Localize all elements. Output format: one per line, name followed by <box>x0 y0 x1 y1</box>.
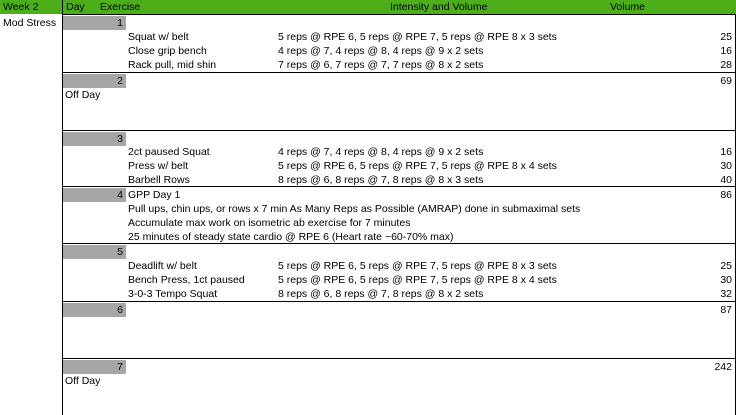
exercise-cell[interactable]: Close grip bench <box>128 45 207 57</box>
intensity-cell[interactable]: 4 reps @ 7, 4 reps @ 8, 4 reps @ 9 x 2 sets <box>278 45 484 57</box>
volume-cell[interactable]: 40 <box>720 174 732 186</box>
header-intensity-label: Intensity and Volume <box>390 1 488 13</box>
day-number: 4 <box>117 189 123 201</box>
volume-cell[interactable]: 32 <box>720 288 732 300</box>
gpp-title[interactable]: GPP Day 1 <box>128 189 181 201</box>
exercise-cell[interactable]: Squat w/ belt <box>128 31 189 43</box>
intensity-cell[interactable]: 5 reps @ RPE 6, 5 reps @ RPE 7, 5 reps @ RPE 8 x 4 sets <box>278 274 557 286</box>
header-volume-label: Volume <box>610 1 646 13</box>
header-week-cell[interactable] <box>0 0 62 14</box>
block-label[interactable]: Mod Stress <box>3 17 57 29</box>
header-exercise-label: Exercise <box>100 1 141 13</box>
off-day-note[interactable]: Off Day <box>65 375 101 387</box>
day-divider <box>62 72 736 73</box>
top-border <box>62 14 736 15</box>
gpp-line[interactable]: 25 minutes of steady state cardio @ RPE 6 (Heart rate ~60-70% max) <box>128 231 454 243</box>
day-number: 6 <box>117 304 123 316</box>
off-day-note[interactable]: Off Day <box>65 89 101 101</box>
day-divider <box>62 301 736 302</box>
volume-cell[interactable]: 30 <box>720 160 732 172</box>
intensity-cell[interactable]: 4 reps @ 7, 4 reps @ 8, 4 reps @ 9 x 2 sets <box>278 146 484 158</box>
exercise-cell[interactable]: Deadlift w/ belt <box>128 260 197 272</box>
day-total-volume[interactable]: 69 <box>720 75 732 87</box>
header-columns-bar[interactable] <box>63 0 736 14</box>
exercise-cell[interactable]: Bench Press, 1ct paused <box>128 274 245 286</box>
volume-cell[interactable]: 16 <box>720 146 732 158</box>
volume-cell[interactable]: 30 <box>720 274 732 286</box>
gpp-line[interactable]: Accumulate max work on isometric ab exercise for 7 minutes <box>128 217 411 229</box>
exercise-cell[interactable]: Press w/ belt <box>128 160 189 172</box>
gpp-line[interactable]: Pull ups, chin ups, or rows x 7 min As Many Reps as Possible (AMRAP) done in submaximal sets <box>128 203 581 215</box>
day-number: 1 <box>117 17 123 29</box>
volume-cell[interactable]: 25 <box>720 31 732 43</box>
day-total-volume[interactable]: 242 <box>714 361 732 373</box>
day-number: 7 <box>117 361 123 373</box>
intensity-cell[interactable]: 8 reps @ 6, 8 reps @ 7, 8 reps @ 8 x 3 sets <box>278 174 484 186</box>
intensity-cell[interactable]: 7 reps @ 6, 7 reps @ 7, 7 reps @ 8 x 2 sets <box>278 59 484 71</box>
volume-cell[interactable]: 28 <box>720 59 732 71</box>
intensity-cell[interactable]: 5 reps @ RPE 6, 5 reps @ RPE 7, 5 reps @ RPE 8 x 3 sets <box>278 31 557 43</box>
exercise-cell[interactable]: Rack pull, mid shin <box>128 59 217 71</box>
intensity-cell[interactable]: 5 reps @ RPE 6, 5 reps @ RPE 7, 5 reps @ RPE 8 x 3 sets <box>278 260 557 272</box>
exercise-cell[interactable]: 2ct paused Squat <box>128 146 210 158</box>
day-divider <box>62 358 736 359</box>
day-number: 3 <box>117 133 123 145</box>
header-day-label: Day <box>66 1 85 13</box>
intensity-cell[interactable]: 8 reps @ 6, 8 reps @ 7, 8 reps @ 8 x 2 sets <box>278 288 484 300</box>
day-total-volume[interactable]: 86 <box>720 189 732 201</box>
volume-cell[interactable]: 16 <box>720 45 732 57</box>
left-divider <box>62 0 63 415</box>
exercise-cell[interactable]: Barbell Rows <box>128 174 190 186</box>
header-week-label: Week 2 <box>3 1 39 13</box>
exercise-cell[interactable]: 3-0-3 Tempo Squat <box>128 288 218 300</box>
day-total-volume[interactable]: 87 <box>720 304 732 316</box>
day-number: 5 <box>117 246 123 258</box>
volume-cell[interactable]: 25 <box>720 260 732 272</box>
day-divider <box>62 130 736 131</box>
intensity-cell[interactable]: 5 reps @ RPE 6, 5 reps @ RPE 7, 5 reps @ RPE 8 x 4 sets <box>278 160 557 172</box>
day-number: 2 <box>117 75 123 87</box>
